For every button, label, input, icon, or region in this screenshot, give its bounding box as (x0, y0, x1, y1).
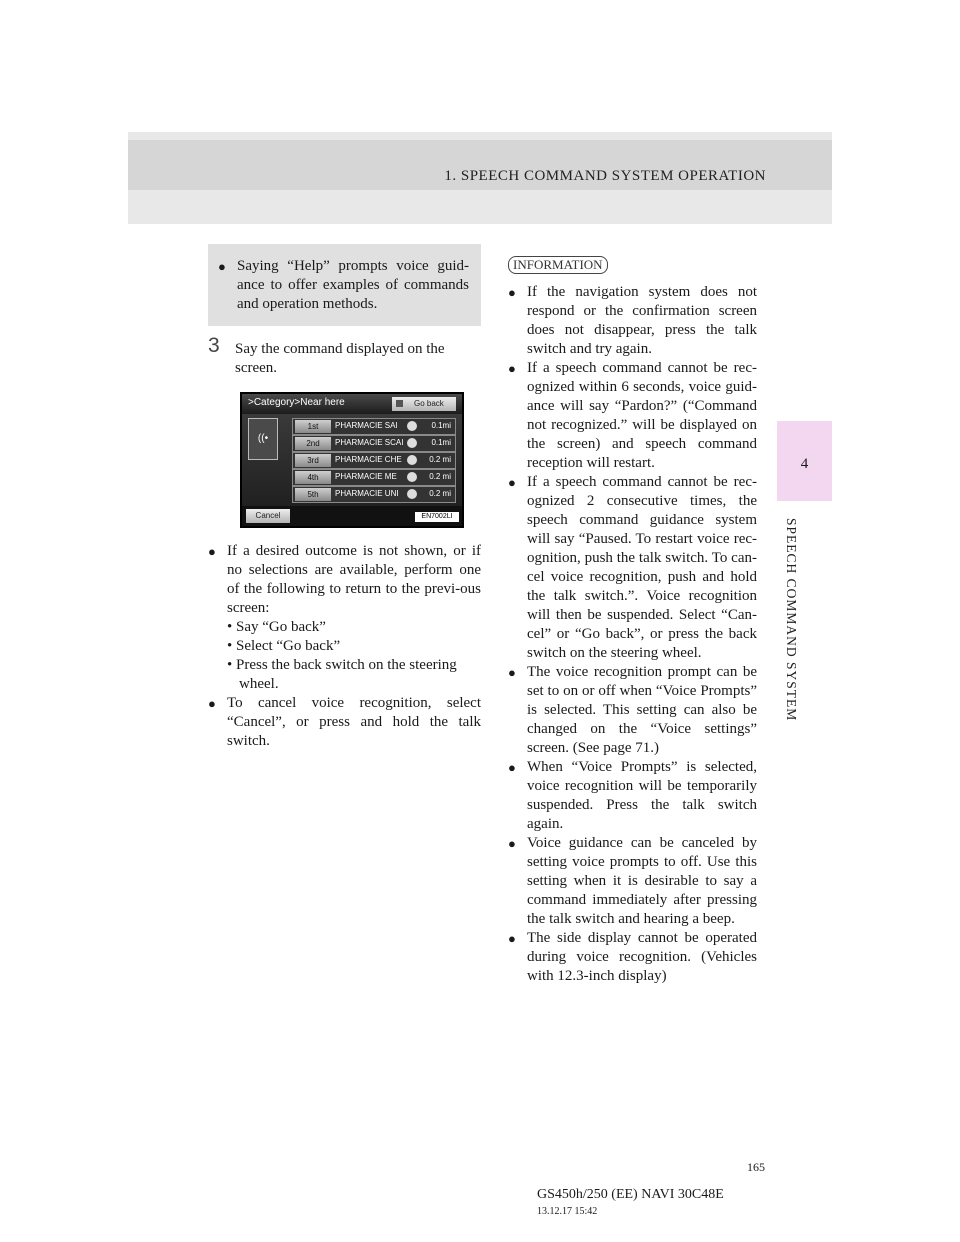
go-back-button[interactable] (392, 397, 456, 411)
result-distance: 0.1mi (431, 438, 451, 447)
result-row[interactable] (292, 486, 456, 503)
rank-badge: 1st (295, 420, 331, 433)
chapter-label: SPEECH COMMAND SYSTEM (784, 518, 799, 722)
info-item: ● If the navigation system does not respond or the confirmation screen does not disappear, press the talk switch and try again. (508, 283, 757, 359)
result-row[interactable] (292, 435, 456, 452)
result-row[interactable] (292, 452, 456, 469)
back-icon (396, 400, 403, 407)
result-row[interactable] (292, 418, 456, 435)
help-note-text: ● Saying “Help” prompts voice guid-ance to offer examples of commands and operation methods. (218, 257, 469, 314)
sub-item: • Select “Go back” (227, 638, 341, 654)
bullet-go-back: ● If a desired outcome is not shown, or if no selections are available, perform one of the following to return to the previ-ous screen: (208, 542, 481, 618)
direction-icon (407, 489, 417, 499)
left-column (208, 244, 481, 751)
info-item: ● When “Voice Prompts” is selected, voice recognition will be temporarily suspended. Press the talk switch again. (508, 758, 757, 834)
footer-timestamp: 13.12.17 15:42 (537, 1206, 598, 1217)
direction-icon (407, 455, 417, 465)
footer-model: GS450h/250 (EE) NAVI 30C48E (537, 1187, 724, 1202)
rank-badge: 3rd (295, 454, 331, 467)
rank-badge: 4th (295, 471, 331, 484)
result-name: PHARMACIE SCAI (335, 438, 404, 447)
page-number: 165 (747, 1160, 765, 1174)
bullet-cancel: ● To cancel voice recognition, select “Cancel”, or press and hold the talk switch. (208, 694, 481, 751)
info-item: ● Voice guidance can be canceled by setting voice prompts to off. Use this setting when it is desirable to say a command immediately after pressing the talk switch and hearing a beep. (508, 834, 757, 929)
rank-badge: 2nd (295, 437, 331, 450)
chapter-number: 4 (800, 456, 809, 472)
figure-code: EN7002LI (415, 512, 459, 522)
info-item: ● The voice recognition prompt can be set to on or off when “Voice Prompts” is selected. This setting can also be changed on the “Voice settings” screen. (See page 71.) (508, 663, 757, 758)
nav-screenshot (240, 392, 464, 528)
screen-header (242, 394, 462, 414)
result-name: PHARMACIE UNI (335, 489, 399, 498)
result-distance: 0.1mi (431, 421, 451, 430)
help-note (208, 244, 481, 326)
section-title: 1. SPEECH COMMAND SYSTEM OPERATION (444, 168, 766, 184)
sub-item: • Press the back switch on the steering wheel. (227, 657, 457, 692)
step-number: 3 (208, 334, 220, 357)
info-column (508, 256, 757, 986)
cancel-button[interactable]: Cancel (246, 509, 290, 523)
voice-icon: ((• (248, 418, 278, 460)
header-bar (128, 140, 832, 190)
result-name: PHARMACIE ME (335, 472, 397, 481)
result-name: PHARMACIE SAI (335, 421, 398, 430)
information-label: INFORMATION (508, 256, 608, 274)
result-name: PHARMACIE CHE (335, 455, 402, 464)
result-row[interactable] (292, 469, 456, 486)
result-distance: 0.2 mi (429, 455, 451, 464)
direction-icon (407, 472, 417, 482)
result-distance: 0.2 mi (429, 489, 451, 498)
info-item: ● If a speech command cannot be rec-ognized within 6 seconds, voice guid-ance will say “Pardon?” (“Command not recognized.” will be displayed on the screen) and speech command reception will restart. (508, 359, 757, 473)
screen-title: >Category>Near here (248, 397, 345, 408)
step-text: Say the command displayed on the screen. (235, 341, 445, 376)
direction-icon (407, 438, 417, 448)
info-item: ● If a speech command cannot be rec-ognized 2 consecutive times, the speech command guidance system will say “Paused. To restart voice rec-ognition, push the talk switch. To can-cel voice recognition, push and hold the talk switch.”. Voice recognition will then be suspended. Select “Can-cel” or “Go back”, or press the back switch on the steering wheel. (508, 473, 757, 663)
step-3 (208, 334, 481, 378)
sub-item: • Say “Go back” (227, 619, 326, 635)
rank-badge: 5th (295, 488, 331, 501)
screen-body (242, 414, 462, 506)
info-icon (407, 421, 417, 431)
go-back-label: Go back (414, 399, 444, 408)
result-distance: 0.2 mi (429, 472, 451, 481)
screen-footer (242, 506, 462, 526)
chapter-tab (777, 421, 832, 501)
info-item: ● The side display cannot be operated during voice recognition. (Vehicles with 12.3-inch display) (508, 929, 757, 986)
